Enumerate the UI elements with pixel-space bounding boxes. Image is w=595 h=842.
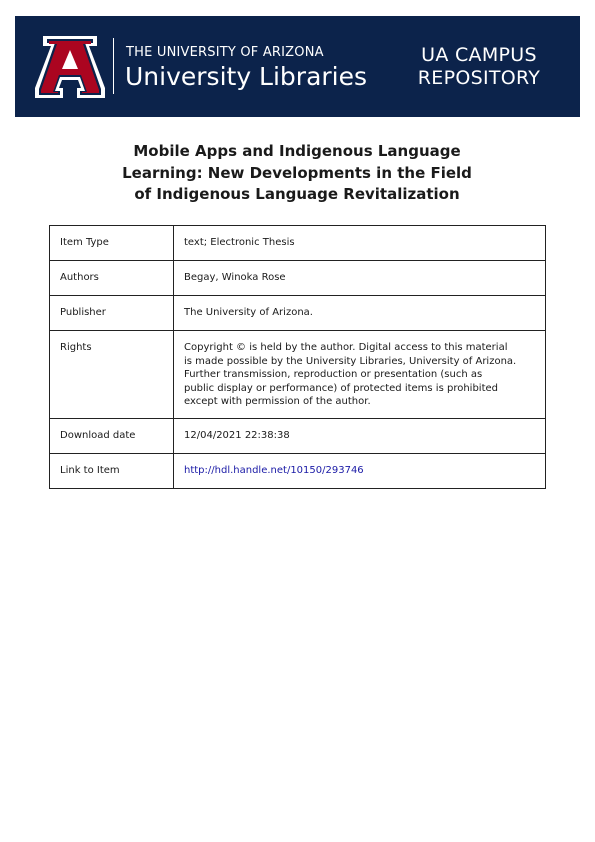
item-type-value: text; Electronic Thesis [174,226,546,261]
rights-line: Copyright © is held by the author. Digital access to this material [184,342,508,353]
document-title [47,141,547,206]
title-line: Learning: New Developments in the Field [122,163,472,182]
publisher-label: Publisher [50,296,174,331]
title-line: Mobile Apps and Indigenous Language [133,142,461,160]
rights-line: public display or performance) of protected items is prohibited [184,382,498,394]
repository-line-2: REPOSITORY [417,67,541,89]
metadata-row-download-date [50,418,546,453]
rights-label: Rights [50,331,174,419]
rights-value [174,331,546,419]
rights-line: Further transmission, reproduction or presentation (such as [184,369,483,380]
link-to-item-cell [174,453,546,488]
university-name: THE UNIVERSITY OF ARIZONA [126,45,324,60]
metadata-row-publisher [50,296,546,331]
arizona-block-a-icon [35,36,105,98]
header-banner [15,16,580,117]
repository-line-1: UA CAMPUS [421,44,537,66]
item-handle-link[interactable]: http://hdl.handle.net/10150/293746 [184,464,364,476]
link-to-item-label: Link to Item [50,453,174,488]
metadata-row-authors [50,261,546,296]
item-type-label: Item Type [50,226,174,261]
header-divider [113,38,114,94]
download-date-label: Download date [50,418,174,453]
rights-line: is made possible by the University Libraries, University of Arizona. [184,355,517,367]
metadata-table [49,225,546,489]
metadata-row-link [50,453,546,488]
title-line: of Indigenous Language Revitalization [134,185,460,203]
authors-label: Authors [50,261,174,296]
rights-line: except with permission of the author. [184,396,371,407]
library-name: University Libraries [125,62,368,91]
repository-name [399,44,559,90]
authors-value: Begay, Winoka Rose [174,261,546,296]
download-date-value: 12/04/2021 22:38:38 [174,418,546,453]
publisher-value: The University of Arizona. [174,296,546,331]
metadata-row-item-type [50,226,546,261]
metadata-row-rights [50,331,546,419]
